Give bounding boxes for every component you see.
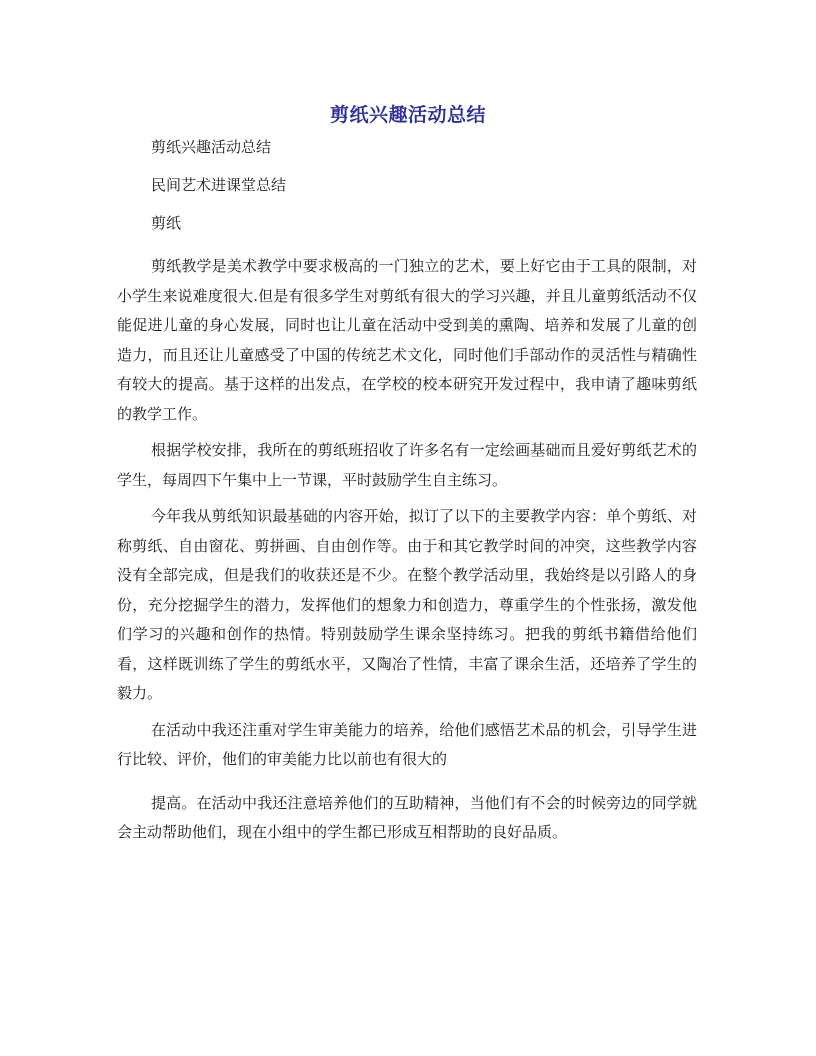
subtitle-folk-art-summary: 民间艺术进课堂总结 (151, 176, 287, 194)
paragraph-teaching-content: 今年我从剪纸知识最基础的内容开始，拟订了以下的主要教学内容：单个剪纸、对称剪纸、自由窗花、剪拼画、自由创作等。由于和其它教学时间的冲突，这些教学内容没有全部完成，但是我们的收获还是不少。在整个教学活动里，我始终是以引路人的身份，充分挖掘学生的潜力，发挥他们的想象力和创造力，尊重学生的个性张扬，激发他们学习的兴趣和创作的热情。特别鼓励学生课余坚持练习。把我的剪纸书籍借给他们看，这样既训练了学生的剪纸水平，又陶冶了性情，丰富了课余生活，还培养了学生的毅力。 (117, 507, 697, 702)
paragraph-aesthetic-training: 在活动中我还注重对学生审美能力的培养，给他们感悟艺术品的机会，引导学生进行比较、评价，他们的审美能力比以前也有很大的 (117, 720, 697, 768)
subtitle-papercut: 剪纸 (151, 214, 182, 232)
document-title: 剪纸兴趣活动总结 (329, 104, 486, 126)
paragraph-mutual-help: 提高。在活动中我还注意培养他们的互助精神，当他们有不会的时候旁边的同学就会主动帮助他们，现在小组中的学生都已形成互相帮助的良好品质。 (117, 793, 697, 841)
document-body (117, 138, 697, 855)
paragraph-intro: 剪纸教学是美术教学中要求极高的一门独立的艺术，要上好它由于工具的限制，对小学生来说难度很大.但是有很多学生对剪纸有很大的学习兴趣，并且儿童剪纸活动不仅能促进儿童的身心发展，同时也让儿童在活动中受到美的熏陶、培养和发展了儿童的创造力，而且还让儿童感受了中国的传统艺术文化，同时他们手部动作的灵活性与精确性有较大的提高。基于这样的出发点，在学校的校本研究开发过程中，我申请了趣味剪纸的教学工作。 (117, 257, 697, 423)
subtitle-activity-summary: 剪纸兴趣活动总结 (151, 138, 272, 156)
paragraph-class-arrangement: 根据学校安排，我所在的剪纸班招收了许多名有一定绘画基础而且爱好剪纸艺术的学生，每周四下午集中上一节课，平时鼓励学生自主练习。 (117, 441, 697, 489)
